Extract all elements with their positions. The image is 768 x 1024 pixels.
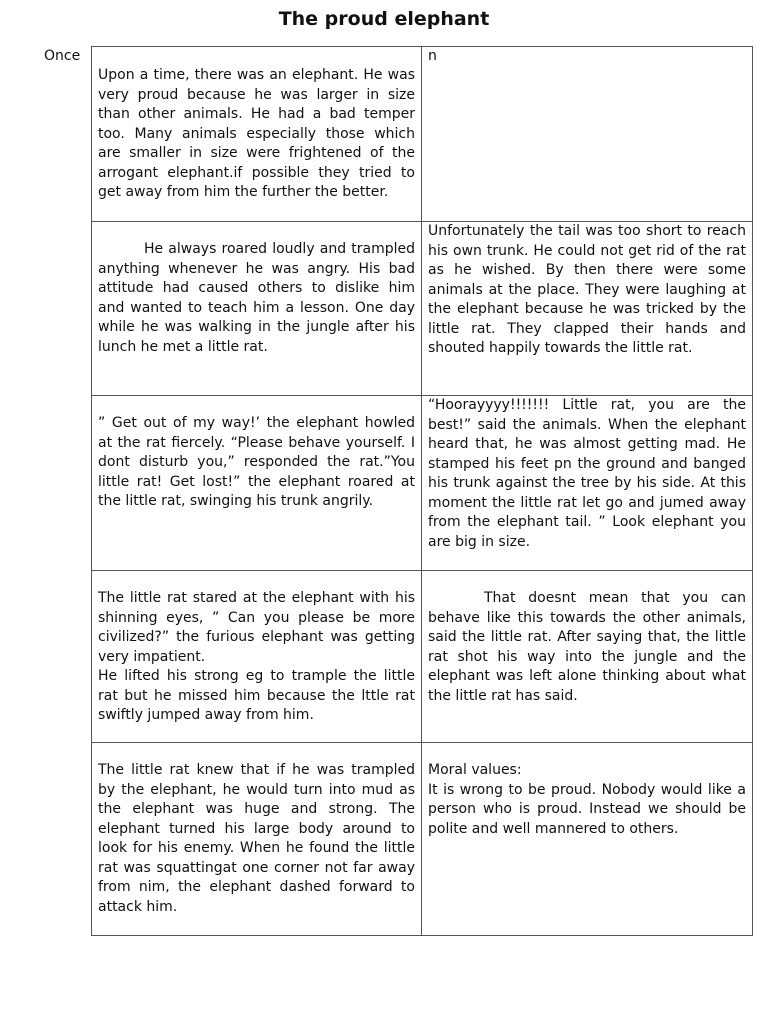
story-cell-r4-right <box>422 571 752 743</box>
story-paragraph: n <box>428 48 437 64</box>
story-paragraph: Upon a time, there was an elephant. He was very proud because he was larger in size than other animals. He had a bad temper too. Many animals especially those which are smaller in size were frightened of the arrogant elephant.if possible they tried to get away from him the further the better. <box>98 67 415 200</box>
story-cell-r1-right <box>422 47 752 222</box>
moral-heading: Moral values: <box>428 762 522 778</box>
moral-text: It is wrong to be proud. Nobody would like a person who is proud. Instead we should be polite and well mannered to others. <box>428 781 746 837</box>
margin-word: Once <box>44 48 81 64</box>
story-cell-r4-left <box>92 571 422 743</box>
story-cell-r3-right <box>422 396 752 571</box>
story-cell-r5-left <box>92 743 422 935</box>
story-paragraph: ” Get out of my way!’ the elephant howled at the rat fiercely. “Please behave yourself. I dont disturb you,” responded the rat.”You little rat! Get lost!” the elephant roared at the little rat, swinging his trunk angrily. <box>98 415 415 509</box>
story-cell-r5-right <box>422 743 752 935</box>
story-paragraph: He lifted his strong eg to trample the little rat but he missed him because the lttle rat swiftly jumped away from him. <box>98 668 415 723</box>
story-paragraph: Unfortunately the tail was too short to reach his own trunk. He could not get rid of the rat as he wished. By then there were some animals at the place. They were laughing at the elephant because he was tricked by the little rat. They clapped their hands and shouted happily towards the little rat. <box>428 223 746 356</box>
story-paragraph: The little rat stared at the elephant with his shinning eyes, ” Can you please be more civilized?” the furious elephant was getting very impatient. <box>98 590 415 665</box>
story-cell-r1-left <box>92 47 422 222</box>
story-paragraph: The little rat knew that if he was trampled by the elephant, he would turn into mud as the elephant was huge and strong. The elephant turned his large body around to look for his enemy. When he found the little rat was squattingat one corner not far away from nim, the elephant dashed forward to attack him. <box>98 762 415 915</box>
story-paragraph: He always roared loudly and trampled anything whenever he was angry. His bad attitude had caused others to dislike him and wanted to teach him a lesson. One day while he was walking in the jungle after his lunch he met a little rat. <box>98 241 415 355</box>
story-table <box>91 46 753 936</box>
page-title: The proud elephant <box>278 8 490 30</box>
story-cell-r2-right <box>422 222 752 396</box>
story-cell-r3-left <box>92 396 422 571</box>
story-cell-r2-left <box>92 222 422 396</box>
story-paragraph: That doesnt mean that you can behave like this towards the other animals, said the little rat. After saying that, the little rat shot his way into the jungle and the elephant was left alone thinking about what the little rat has said. <box>428 590 746 704</box>
story-paragraph: “Hoorayyyy!!!!!!! Little rat, you are the best!” said the animals. When the elephant heard that, he was almost getting mad. He stamped his feet pn the ground and banged his trunk against the tree by his side. At this moment the little rat let go and jumed away from the elephant tail. ” Look elephant you are big in size. <box>428 397 746 550</box>
